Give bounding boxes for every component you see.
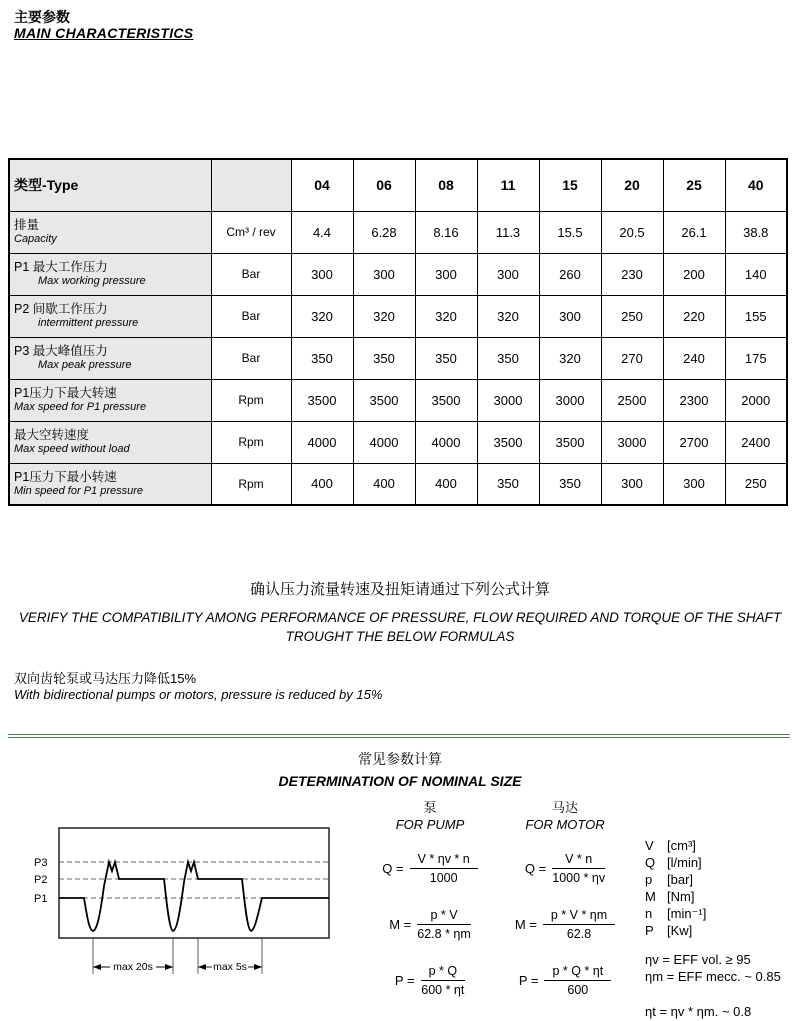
value-cell: 400 <box>353 463 415 505</box>
value-cell: 2400 <box>725 421 787 463</box>
row-label-en: Max speed for P1 pressure <box>14 401 147 413</box>
value-cell: 350 <box>415 337 477 379</box>
legend-row <box>645 906 781 923</box>
value-cell: 15.5 <box>539 211 601 253</box>
legend-row <box>645 855 781 872</box>
pressure-cycle-chart <box>14 820 354 1000</box>
row-label-cell <box>9 211 211 253</box>
value-cell: 3500 <box>353 379 415 421</box>
motor-formulas <box>495 847 635 1001</box>
value-cell: 2500 <box>601 379 663 421</box>
formula-note-zh: 确认压力流量转速及扭矩请通过下列公式计算 <box>249 581 550 598</box>
bidirectional-note-zh: 双向齿轮泵或马达压力降低15% <box>14 671 197 686</box>
formula-lhs: M = <box>389 916 412 932</box>
legend-unit: [Nm] <box>667 889 695 904</box>
pressure-curve <box>59 862 329 931</box>
value-cell: 350 <box>291 337 353 379</box>
characteristics-table <box>8 158 788 506</box>
legend-note: ηv = EFF vol. ≥ 95 <box>645 952 751 967</box>
calc-title-en: DETERMINATION OF NOMINAL SIZE <box>278 773 522 789</box>
page-title-zh: 主要参数 <box>14 9 70 25</box>
legend-unit: [cm³] <box>667 838 696 853</box>
value-cell: 175 <box>725 337 787 379</box>
axis-label-p2: P2 <box>34 874 48 886</box>
value-cell: 320 <box>539 337 601 379</box>
value-cell: 300 <box>539 295 601 337</box>
row-label-cell <box>9 463 211 505</box>
plot-frame <box>59 828 329 938</box>
formula-fraction <box>544 964 611 997</box>
row-label-cell <box>9 295 211 337</box>
formula-q <box>360 847 500 889</box>
unit-header-cell <box>211 159 291 211</box>
formula-numerator: p * Q * ηt <box>544 964 611 981</box>
value-cell: 4.4 <box>291 211 353 253</box>
formula-denominator: 600 <box>567 982 589 997</box>
row-label-zh: P3 最大峰值压力 <box>14 344 108 358</box>
dim-arrow <box>165 964 173 970</box>
formula-fraction <box>552 852 605 885</box>
value-cell: 320 <box>353 295 415 337</box>
pump-column <box>360 799 500 1001</box>
row-label-zh: P1 最大工作压力 <box>14 260 108 274</box>
value-cell: 220 <box>663 295 725 337</box>
value-cell: 350 <box>539 463 601 505</box>
unit-cell: Rpm <box>211 379 291 421</box>
value-cell: 300 <box>415 253 477 295</box>
formula-note-en: VERIFY THE COMPATIBILITY AMONG PERFORMANCE OF PRESSURE, FLOW REQUIRED AND TORQUE OF THE SHAFT TROUGHT THE BELOW FORMULAS <box>18 610 782 644</box>
formula-numerator: V * n <box>552 852 605 869</box>
row-label-en: Min speed for P1 pressure <box>14 484 144 497</box>
value-cell: 300 <box>601 463 663 505</box>
row-label-en: Max working pressure <box>38 275 146 287</box>
value-cell: 2300 <box>663 379 725 421</box>
unit-cell: Bar <box>211 295 291 337</box>
table-row <box>9 295 787 337</box>
axis-label-p1: P1 <box>34 893 48 905</box>
size-header-cell: 04 <box>291 159 353 211</box>
table-row <box>9 337 787 379</box>
formula-p <box>360 959 500 1001</box>
section-divider <box>8 734 790 738</box>
formula-lhs: Q = <box>382 860 404 876</box>
axis-label-p3: P3 <box>34 857 48 869</box>
row-label-zh: P2 间歇工作压力 <box>14 302 108 316</box>
legend-unit: [min⁻¹] <box>667 906 707 921</box>
formula-numerator: p * V <box>417 908 471 925</box>
table-row <box>9 211 787 253</box>
formula-fraction <box>421 964 466 997</box>
pump-formulas <box>360 847 500 1001</box>
value-cell: 3000 <box>601 421 663 463</box>
row-label-cell <box>9 379 211 421</box>
formula-fraction <box>543 908 615 941</box>
legend-symbol: n <box>645 906 653 921</box>
value-cell: 320 <box>477 295 539 337</box>
legend-symbol: V <box>645 838 654 853</box>
size-header-cell: 40 <box>725 159 787 211</box>
value-cell: 155 <box>725 295 787 337</box>
dim-arrow <box>93 964 101 970</box>
value-cell: 400 <box>415 463 477 505</box>
legend-note: ηt = ηv * ηm. ~ 0.8 <box>645 1004 752 1019</box>
legend-symbols <box>645 838 781 940</box>
legend-unit: [Kw] <box>667 923 693 938</box>
formula-fraction <box>417 908 471 941</box>
row-label-cell <box>9 337 211 379</box>
value-cell: 3000 <box>539 379 601 421</box>
value-cell: 4000 <box>415 421 477 463</box>
size-header-cell: 15 <box>539 159 601 211</box>
formula-fraction <box>410 852 478 885</box>
formula-lhs: M = <box>514 916 537 932</box>
table-row <box>9 463 787 505</box>
value-cell: 350 <box>353 337 415 379</box>
value-cell: 11.3 <box>477 211 539 253</box>
value-cell: 300 <box>291 253 353 295</box>
unit-cell: Rpm <box>211 463 291 505</box>
formula-numerator: p * Q <box>421 964 466 981</box>
value-cell: 6.28 <box>353 211 415 253</box>
value-cell: 250 <box>601 295 663 337</box>
value-cell: 4000 <box>291 421 353 463</box>
row-label-en: Capacity <box>14 233 57 245</box>
row-label-en: Max speed without load <box>14 443 130 455</box>
value-cell: 8.16 <box>415 211 477 253</box>
row-label-zh: 最大空转速度 <box>14 428 90 442</box>
value-cell: 38.8 <box>725 211 787 253</box>
formula-numerator: V * ηv * n <box>410 852 478 869</box>
value-cell: 140 <box>725 253 787 295</box>
value-cell: 320 <box>415 295 477 337</box>
value-cell: 3500 <box>477 421 539 463</box>
value-cell: 20.5 <box>601 211 663 253</box>
formula-m <box>360 903 500 945</box>
motor-column <box>495 799 635 1001</box>
bidirectional-note-en: With bidirectional pumps or motors, pressure is reduced by 15% <box>14 687 383 702</box>
size-header-cell: 11 <box>477 159 539 211</box>
max-20s-label: max 20s <box>113 961 153 973</box>
legend-unit: [bar] <box>667 872 694 887</box>
row-label-cell <box>9 253 211 295</box>
formula-denominator: 1000 <box>429 870 458 885</box>
row-label-en: intermittent pressure <box>38 317 139 329</box>
formula-q <box>495 847 635 889</box>
size-header-cell: 20 <box>601 159 663 211</box>
table-body <box>9 211 787 505</box>
value-cell: 320 <box>291 295 353 337</box>
formula-numerator: p * V * ηm <box>543 908 615 925</box>
formula-m <box>495 903 635 945</box>
unit-cell: Rpm <box>211 421 291 463</box>
max-5s-label: max 5s <box>213 961 247 973</box>
pump-title-en: FOR PUMP <box>395 817 465 832</box>
formula-lhs: P = <box>394 972 415 988</box>
type-header-cell: 类型-Type <box>9 159 211 211</box>
symbol-legend <box>645 838 781 1021</box>
value-cell: 400 <box>291 463 353 505</box>
unit-cell: Bar <box>211 337 291 379</box>
value-cell: 200 <box>663 253 725 295</box>
calc-title-zh: 常见参数计算 <box>358 751 442 767</box>
row-label-cell <box>9 421 211 463</box>
row-label-zh: P1压力下最大转速 <box>14 386 117 400</box>
motor-title-zh: 马达 <box>551 800 578 815</box>
legend-notes <box>645 952 781 1021</box>
unit-cell: Bar <box>211 253 291 295</box>
value-cell: 3500 <box>539 421 601 463</box>
unit-cell: Cm³ / rev <box>211 211 291 253</box>
value-cell: 3000 <box>477 379 539 421</box>
legend-symbol: M <box>645 889 656 904</box>
value-cell: 300 <box>663 463 725 505</box>
legend-row <box>645 838 781 855</box>
legend-symbol: Q <box>645 855 656 870</box>
row-label-zh: P1压力下最小转速 <box>14 469 117 484</box>
value-cell: 26.1 <box>663 211 725 253</box>
row-label-en: Max peak pressure <box>38 359 132 371</box>
legend-row <box>645 872 781 889</box>
legend-row <box>645 889 781 906</box>
table-header-row <box>9 159 787 211</box>
dim-arrow <box>254 964 262 970</box>
value-cell: 260 <box>539 253 601 295</box>
pump-title-zh: 泵 <box>423 800 437 815</box>
value-cell: 300 <box>353 253 415 295</box>
formula-lhs: P = <box>518 972 539 988</box>
formula-denominator: 1000 * ηv <box>552 870 606 885</box>
legend-symbol: P <box>645 923 654 938</box>
legend-row <box>645 923 781 940</box>
size-header-cell: 25 <box>663 159 725 211</box>
size-header-cell: 08 <box>415 159 477 211</box>
formula-denominator: 62.8 <box>566 926 592 941</box>
legend-note: ηm = EFF mecc. ~ 0.85 <box>645 969 781 984</box>
table-row <box>9 421 787 463</box>
value-cell: 350 <box>477 463 539 505</box>
value-cell: 250 <box>725 463 787 505</box>
formula-lhs: Q = <box>524 860 547 876</box>
value-cell: 2700 <box>663 421 725 463</box>
value-cell: 3500 <box>415 379 477 421</box>
formula-denominator: 600 * ηt <box>421 982 465 997</box>
value-cell: 300 <box>477 253 539 295</box>
value-cell: 270 <box>601 337 663 379</box>
row-label-zh: 排量 <box>14 218 40 232</box>
legend-symbol: p <box>645 872 653 887</box>
value-cell: 2000 <box>725 379 787 421</box>
table-row <box>9 253 787 295</box>
motor-title-en: FOR MOTOR <box>525 817 605 832</box>
value-cell: 3500 <box>291 379 353 421</box>
legend-unit: [l/min] <box>667 855 702 870</box>
value-cell: 350 <box>477 337 539 379</box>
page-title-en: MAIN CHARACTERISTICS <box>14 25 194 41</box>
size-header-cell: 06 <box>353 159 415 211</box>
value-cell: 230 <box>601 253 663 295</box>
value-cell: 240 <box>663 337 725 379</box>
formula-denominator: 62.8 * ηm <box>417 926 471 941</box>
table-row <box>9 379 787 421</box>
formula-p <box>495 959 635 1001</box>
value-cell: 4000 <box>353 421 415 463</box>
dim-arrow <box>198 964 206 970</box>
